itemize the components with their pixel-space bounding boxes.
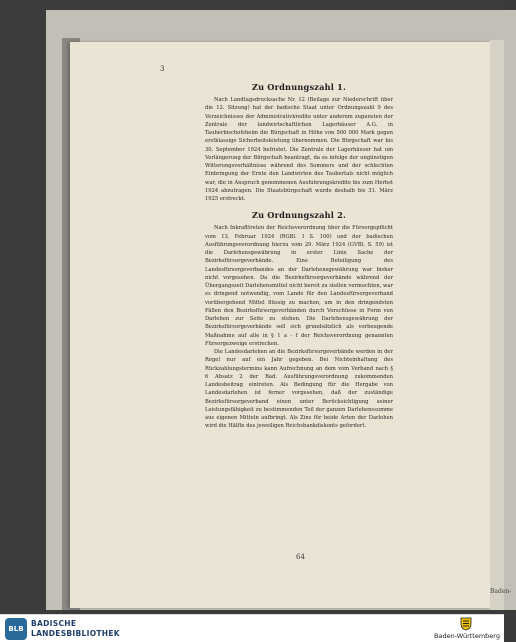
section-paragraph: Nach Landtagsdrucksache Nr. 12 (Beilage zur Niederschrift über die 12. Sitzung) hat der badische Staat unter Ordnungszahl 9 des Verzeichnisses der Administrativkredite unter anderem zugunsten der Zentrale der landwirtschaftlichen Lagerhäuser A.G. in Tauberbischofsheim die Bürgschaft in Höhe von 500 000 Mark gegen erstklassige Sicherheitsleistung übernommen. Die Bürgschaft war bis 30. September 1924 befristet. Die Zentrale der Lagerhäuser hat um Verlängerung der Bürgschaft beantragt, da es infolge der ungünstigen Witterungsverhältnisse während des Sommers und der schlechten Einbringung der Ernte den Landwirten des Taubertals nicht möglich war, die in Anspruch genommenen Ausfuhrungskredite bis zum Herbst 1924 abzutragen. Die Staatsbürgschaft wurde deshalb bis 31. März 1925 erstreckt.	[205, 97, 393, 202]
section-paragraph: Nach Inkrafttreten der Reichsverordnung über die Fürsorgepflicht vom 13. Februar 1924 (RGBl. I S. 100) und der badischen Ausführungsverordnung hierzu vom 29. März 1924 (GVBl. S. 59) ist die Darlehensgewährung in erster Linie Sache der Bezirksfürsorgeverbände. Eine Beteiligung des Landesfürsorgeverbandes an der Darlehensgewährung war bisher nicht vorgesehen. Da die Bezirksfürsorgeverbände während der Übergangszeit Darlehensmittel nicht bereit zu stellen vermochten, war es dringend notwendig, vom Lande für den Landesfürsorgeverband vorübergehend Mittel flüssig zu machen, um in den dringendsten Fällen den Bezirksfürsorgeverbänden durch Vorschüsse in Form von Darlehen zur Seite zu stehen. Die Darlehensgewährung der Bezirksfürsorgeverbände soll sich grundsätzlich als vorbeugende Maßnahme auf alle in § 1 a - f der Reichsverordnung genannten Fürsorgezweige erstrecken.	[205, 225, 393, 347]
footer-bar	[0, 614, 504, 642]
document-text-column	[205, 82, 393, 431]
section-paragraph: Die Landesdarlehen an die Bezirksfürsorgeverbände werden in der Regel nur auf ein Jahr gegeben. Bei Nichteinhaltung des Rückzahlungstermins kann Aufrechnung an dem vom Verband nach § 6 Absatz 2 der Bad. Ausführungsverordnung zukommenden Landesbeitrag eintreten. Als Bedingung für die Hergabe von Landesdarlehen ist ferner vorgesehen, daß der zuständige Bezirksfürsorgeverband einen unter Berücksichtigung seiner Leistungsfähigkeit zu bestimmenden Teil der ganzen Darlehenssumme aus eigenen Mitteln aufbringt. Als Zins für beide Arten der Darlehen wird die Hälfte des jeweiligen Reichsbankdiskonts gefordert.	[205, 349, 393, 430]
partner-label[interactable]: Baden-Württemberg	[434, 632, 500, 640]
adjacent-page-strip	[490, 40, 512, 610]
page-number: 64	[296, 553, 305, 561]
state-crest-icon	[460, 617, 472, 631]
section-heading: Zu Ordnungszahl 2.	[251, 210, 347, 221]
blb-logo-icon[interactable]	[5, 618, 27, 640]
page-marker: 3	[160, 65, 165, 73]
library-name-line1: BADISCHE	[31, 619, 77, 628]
library-name[interactable]	[31, 619, 120, 639]
library-name-line2: LANDESBIBLIOTHEK	[31, 629, 120, 638]
blb-logo-text: BLB	[8, 625, 24, 633]
section-heading: Zu Ordnungszahl 1.	[251, 82, 347, 92]
adjacent-page-text: Baden-	[490, 588, 512, 595]
